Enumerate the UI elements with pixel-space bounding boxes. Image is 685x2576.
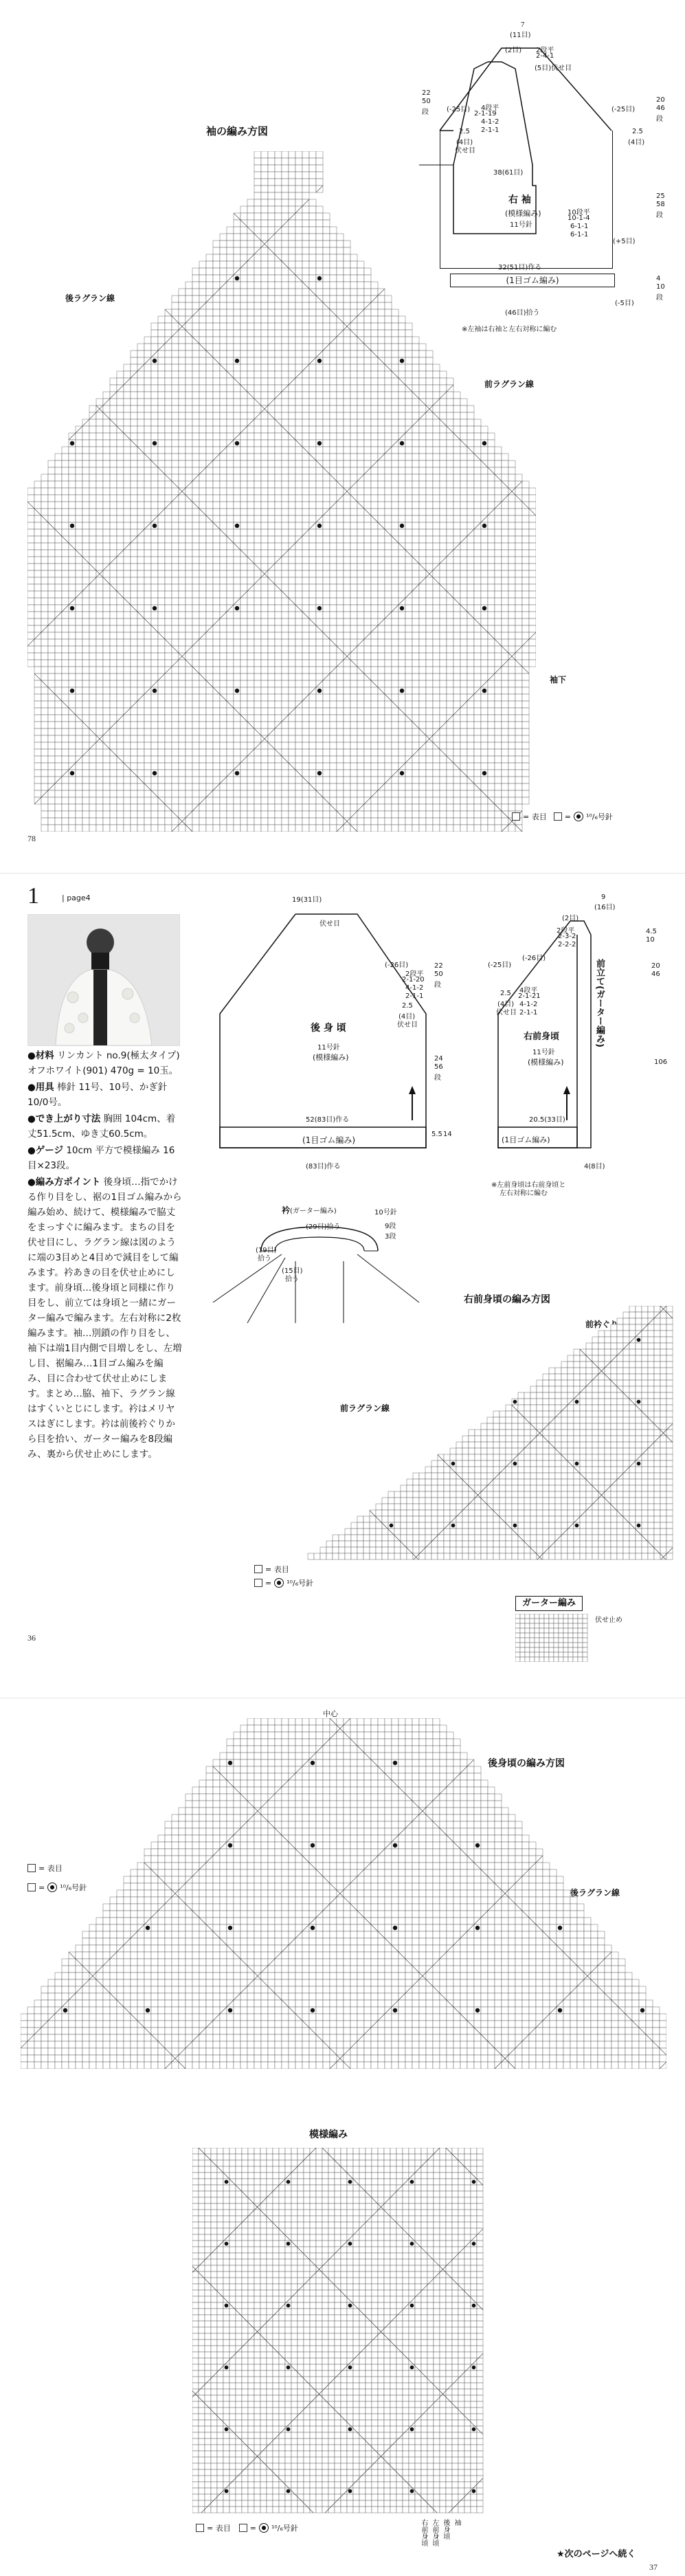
- sleeve-dim-r7: 4: [656, 275, 661, 282]
- legend-bobble-text: ¹⁰/₆号針: [585, 812, 613, 821]
- back-width-bottom: (83目)作る: [306, 1163, 341, 1170]
- sleeve-chart-title: 袖の編み方図: [206, 125, 269, 137]
- mat-item-materials: ●材料 リンカント no.9(極太タイプ) オフホワイト(901) 470g = 10玉。: [27, 1050, 180, 1076]
- back-dim-2: 50: [434, 970, 443, 978]
- front-bottom: 4(8目): [584, 1163, 605, 1170]
- front-dim-20: 20: [651, 962, 660, 970]
- front-dim-45: 4.5: [646, 928, 657, 935]
- garter-chart-grid: [515, 1614, 591, 1662]
- sleeve-raise-3: 6-1-1: [570, 223, 589, 230]
- sleeve-dim-l1: 22: [422, 89, 431, 97]
- sleeve-dim-r6: 段: [656, 212, 663, 219]
- front-needle: 11号針: [532, 1049, 555, 1056]
- back-chart-grid: [21, 1718, 666, 2069]
- sleeve-top-rows: (2目): [505, 47, 522, 54]
- bottom-legend-purl: = 表目: [38, 1864, 63, 1873]
- bottom-bobble-square-icon: [27, 1883, 36, 1891]
- front-neck-label: 前衿ぐり: [585, 1320, 619, 1329]
- front-dim-106: 106: [654, 1058, 668, 1066]
- collar-pick-19: (19目): [256, 1247, 277, 1254]
- legend-bobble-eq: =: [564, 812, 571, 821]
- cardigan-photo: [27, 914, 180, 1046]
- front-top-2: (2目): [562, 915, 579, 922]
- photo-illustration: [28, 915, 179, 1045]
- sleeve-bind-b: (4目): [456, 139, 473, 146]
- sleeve-raise-4: 6-1-1: [570, 231, 589, 238]
- mid-bobble-icon: [274, 1578, 284, 1588]
- collar-side-3: 3段: [385, 1233, 396, 1241]
- sleeve-minus-5: (-5目): [615, 300, 634, 307]
- pat-bobble-icon: [259, 2523, 269, 2533]
- legend-bottom-purl: [27, 1863, 63, 1874]
- sleeve-dim-l3: 段: [422, 109, 429, 116]
- front-dec-1: 2段平: [557, 927, 575, 935]
- legend-top: [512, 811, 613, 822]
- mid-front-raglan-label: 前ラグラン線: [340, 1403, 390, 1413]
- back-dim-6: 段: [434, 1074, 441, 1082]
- sleeve-left-dec-4: 2-1-1: [481, 126, 499, 134]
- front-side-4: 伏せ目: [496, 1009, 517, 1017]
- mid-legend-bobble-eq: =: [265, 1578, 272, 1588]
- bottom-bobble-icon: [47, 1883, 57, 1892]
- page-number-37: 37: [649, 2562, 658, 2572]
- back-dec-2: 2-1-20: [402, 976, 425, 984]
- back-side-26: (-26目): [385, 962, 409, 969]
- pat-legend-purl: = 表目: [207, 2524, 231, 2533]
- back-subtitle: (模様編み): [313, 1053, 349, 1062]
- legend-middle: [254, 1577, 313, 1588]
- sleeve-raise-1: 10段平: [568, 209, 590, 216]
- bobble-square-icon: [554, 812, 562, 821]
- repeat-label-1: 右前身頃: [420, 2519, 427, 2546]
- sleeve-dec-a: 2段平: [536, 47, 554, 54]
- sleeve-cast-on: 32(51目)作る: [498, 264, 542, 271]
- pat-legend-bobble-text: ¹⁰/₆号針: [271, 2524, 298, 2533]
- chart-cells: [21, 1718, 666, 2069]
- front-note-1: ※左前身頃は右前身頃と: [491, 1181, 566, 1189]
- sleeve-width-top: 38(61目): [493, 169, 524, 177]
- sleeve-raise-2: 10-1-4: [568, 214, 590, 222]
- front-left-dec-4: 2-1-1: [519, 1009, 538, 1017]
- mid-legend-purl: = 表目: [265, 1565, 289, 1574]
- collar-title: 衿(ガーター編み): [282, 1206, 337, 1215]
- sleeve-rib-box: [450, 274, 615, 287]
- repeat-label-2: 左前身頃: [431, 2519, 438, 2546]
- mid-legend-bobble-text: ¹⁰/₆号針: [287, 1579, 314, 1588]
- sleeve-dim-r3: 段: [656, 115, 663, 123]
- back-dim-4: 24: [434, 1055, 443, 1063]
- back-title: 後 身 頃: [311, 1023, 346, 1034]
- bottom-legend-bobble-text: ¹⁰/₆号針: [60, 1883, 87, 1892]
- front-top-16: (16目): [594, 904, 616, 911]
- page-ref: | page4: [62, 893, 91, 902]
- back-dim-5: 56: [434, 1063, 443, 1071]
- sleeve-title: 右 袖: [508, 195, 531, 206]
- sleeve-note: ※左袖は右袖と左右対称に編む: [462, 326, 557, 333]
- back-bind-small: 2.5: [402, 1002, 413, 1010]
- front-left-dec-2: 2-1-21: [518, 992, 541, 1000]
- collar-stitches: (29目)拾う: [306, 1223, 341, 1231]
- sleeve-under-label: 袖下: [550, 675, 567, 685]
- sleeve-bind-c: 伏せ目: [455, 147, 475, 155]
- front-side-26: (-26目): [522, 955, 546, 962]
- front-left-dec-1: 4段平: [519, 987, 538, 995]
- front-cast: 20.5(33目): [529, 1116, 565, 1124]
- sleeve-side-25: (-25目): [447, 106, 471, 113]
- front-title: 右前身頃: [524, 1032, 560, 1042]
- front-side-25: (-25目): [488, 962, 512, 969]
- chart-cells: [308, 1306, 673, 1559]
- sleeve-dim-r4: 25: [656, 192, 665, 200]
- sleeve-top-stitches: (11目): [510, 32, 531, 39]
- sleeve-side-25b: (-25目): [611, 106, 636, 113]
- bottom-legend-bobble-eq: =: [38, 1883, 45, 1892]
- purl-square-icon: [512, 812, 520, 821]
- front-side-3: (4目): [497, 1001, 515, 1008]
- next-page-note: ★次のページへ続く: [557, 2549, 636, 2560]
- back-chart-title: 後身頃の編み方図: [488, 1758, 565, 1769]
- legend-purl-text: = 表目: [523, 812, 547, 821]
- pat-bobble-square-icon: [239, 2524, 247, 2532]
- back-dim-3: 段: [434, 981, 441, 989]
- sleeve-dec-b: 2-4-1: [536, 52, 554, 60]
- pat-purl-square-icon: [196, 2524, 204, 2532]
- front-chart-grid: [295, 1306, 677, 1560]
- back-needle: 11号針: [317, 1044, 340, 1052]
- back-width: 52(83目)作る: [306, 1116, 350, 1124]
- back-dec-3: 4-1-2: [405, 984, 424, 992]
- page-number-36: 36: [27, 1633, 36, 1643]
- collar-pick-15-b: 拾う: [285, 1276, 299, 1283]
- garter-title: ガーター編み: [521, 1598, 576, 1608]
- front-note-2: 左右対称に編む: [499, 1190, 548, 1197]
- sleeve-left-dec-3: 4-1-2: [481, 118, 499, 126]
- sleeve-plus-5: (+5目): [613, 238, 636, 245]
- sleeve-dim-r8: 10: [656, 283, 665, 291]
- legend-pattern: [196, 2522, 298, 2533]
- front-dim-10: 10: [646, 936, 655, 944]
- pattern-number: 1: [27, 883, 39, 909]
- front-dim-46: 46: [651, 970, 660, 978]
- sleeve-top-row: 7: [521, 21, 525, 29]
- mat-item-size: ●でき上がり寸法 胸囲 104cm、着丈51.5cm、ゆき丈60.5cm。: [27, 1113, 176, 1140]
- sleeve-dec-c: (5目)伏せ目: [535, 65, 572, 72]
- sleeve-dim-r2: 46: [656, 104, 665, 112]
- back-bind-top: 伏せ目: [319, 920, 340, 928]
- collar-pick-19-b: 拾う: [258, 1255, 271, 1263]
- front-left-dec-3: 4-1-2: [519, 1001, 538, 1008]
- back-dim-1: 22: [434, 962, 443, 970]
- mat-item-gauge: ●ゲージ 10cm 平方で模様編み 16目×23段。: [27, 1145, 175, 1171]
- bobble-icon: [574, 812, 583, 821]
- front-side-2: 2.5: [500, 990, 511, 997]
- garter-title-box: [515, 1596, 583, 1611]
- sleeve-width-bottom: (46目)拾う: [505, 309, 540, 317]
- pattern-chart-grid: [192, 2148, 488, 2516]
- repeat-label-3: 後身頃: [442, 2519, 449, 2540]
- back-dim-8: 14: [443, 1131, 452, 1138]
- back-dec-1: 2段平: [405, 970, 424, 978]
- chart-cells: [192, 2148, 483, 2513]
- pattern-chart-title: 模様編み: [309, 2129, 348, 2140]
- sleeve-left-dec-1: 4段平: [481, 104, 499, 112]
- pat-legend-bobble-eq: =: [249, 2523, 256, 2533]
- sleeve-left-dec-2: 2-1-19: [474, 110, 497, 118]
- mid-purl-square-icon: [254, 1565, 262, 1573]
- chart-cells: [515, 1614, 587, 1662]
- center-label: 中心: [323, 1709, 338, 1718]
- bottom-purl-square-icon: [27, 1864, 36, 1872]
- sleeve-subtitle: (模様編み): [505, 209, 541, 218]
- back-dec-4: 2-1-1: [405, 992, 424, 1000]
- sleeve-dim-side: 2.5: [632, 128, 643, 135]
- back-dim-7: 5.5: [431, 1131, 442, 1138]
- back-bind-small-2: (4目): [398, 1013, 416, 1021]
- front-subtitle: (模様編み): [528, 1058, 564, 1067]
- back-rib-label: (1目ゴム編み): [302, 1135, 355, 1145]
- mat-item-points: ●編み方ポイント 後身頃…指でかける作り目をし、裾の1目ゴム編みから編み始め、続けて、模様編みで脇丈をまっすぐに編みます。まちの目を伏せ目にし、ラグラン線は図のように端の3目めと4目めで減目をして編みます。衿あきの目を伏せ止めにします。前身頃…後身頃と同様に作り目をし、前立ては身頃と一緒にガーター編みで編みます。左右対称に2枚編みます。袖…別鎖の作り目をし、袖下は端1目内側で目増しをし、左増し目、裾編み…1目ゴム編みを編み、目に合わせて伏せ止めにします。まとめ…脇、袖下、ラグラン線はすくいとじにします。衿はメリヤスはぎにします。衿は前後衿ぐりから目を拾い、ガーター編みを8段編み、裏から伏せ止めにします。: [27, 1177, 182, 1460]
- collar-side-9: 9段: [385, 1223, 396, 1230]
- legend-middle-purl: [254, 1564, 289, 1575]
- collar-pick-15: (15目): [282, 1267, 303, 1275]
- materials-block: [27, 1048, 182, 1463]
- page-ref-text: page4: [67, 893, 91, 902]
- front-dec-3: 2-2-2: [558, 941, 576, 948]
- sleeve-dim-side2: (4目): [628, 139, 645, 146]
- bottom-back-raglan-label: 後ラグラン線: [570, 1888, 620, 1898]
- front-rib-label: (1目ゴム編み): [502, 1135, 550, 1144]
- page-number-78: 78: [27, 834, 36, 843]
- sleeve-dim-r1: 20: [656, 96, 665, 104]
- sleeve-needle: 11号針: [510, 221, 532, 229]
- front-band-label: 前立て(ガーター編み): [594, 959, 605, 1047]
- sleeve-bind-a: 2.5: [459, 128, 470, 135]
- collar-needle: 10号針: [374, 1209, 397, 1217]
- front-raglan-label: 前ラグラン線: [484, 379, 535, 389]
- front-top-9: 9: [601, 893, 606, 901]
- sleeve-dim-r9: 段: [656, 294, 663, 302]
- mid-bobble-square-icon: [254, 1579, 262, 1587]
- right-front-chart-title: 右前身頃の編み方図: [464, 1294, 550, 1305]
- back-bind-small-3: 伏せ目: [397, 1021, 418, 1029]
- sleeve-rib-label: (1目ゴム編み): [506, 276, 559, 285]
- garter-bind-label: 伏せ止め: [595, 1617, 622, 1624]
- page-divider: [0, 873, 685, 874]
- legend-bottom-bobble: [27, 1882, 87, 1893]
- sleeve-dim-l2: 50: [422, 98, 431, 105]
- back-top-width: 19(31目): [292, 896, 322, 904]
- repeat-label-4: 袖: [453, 2519, 460, 2526]
- sleeve-dim-r5: 58: [656, 201, 665, 208]
- back-raglan-label: 後ラグラン線: [65, 293, 115, 303]
- mat-item-tools: ●用具 棒針 11号、10号、かぎ針10/0号。: [27, 1082, 168, 1108]
- front-dec-2: 2-3-2: [558, 933, 576, 940]
